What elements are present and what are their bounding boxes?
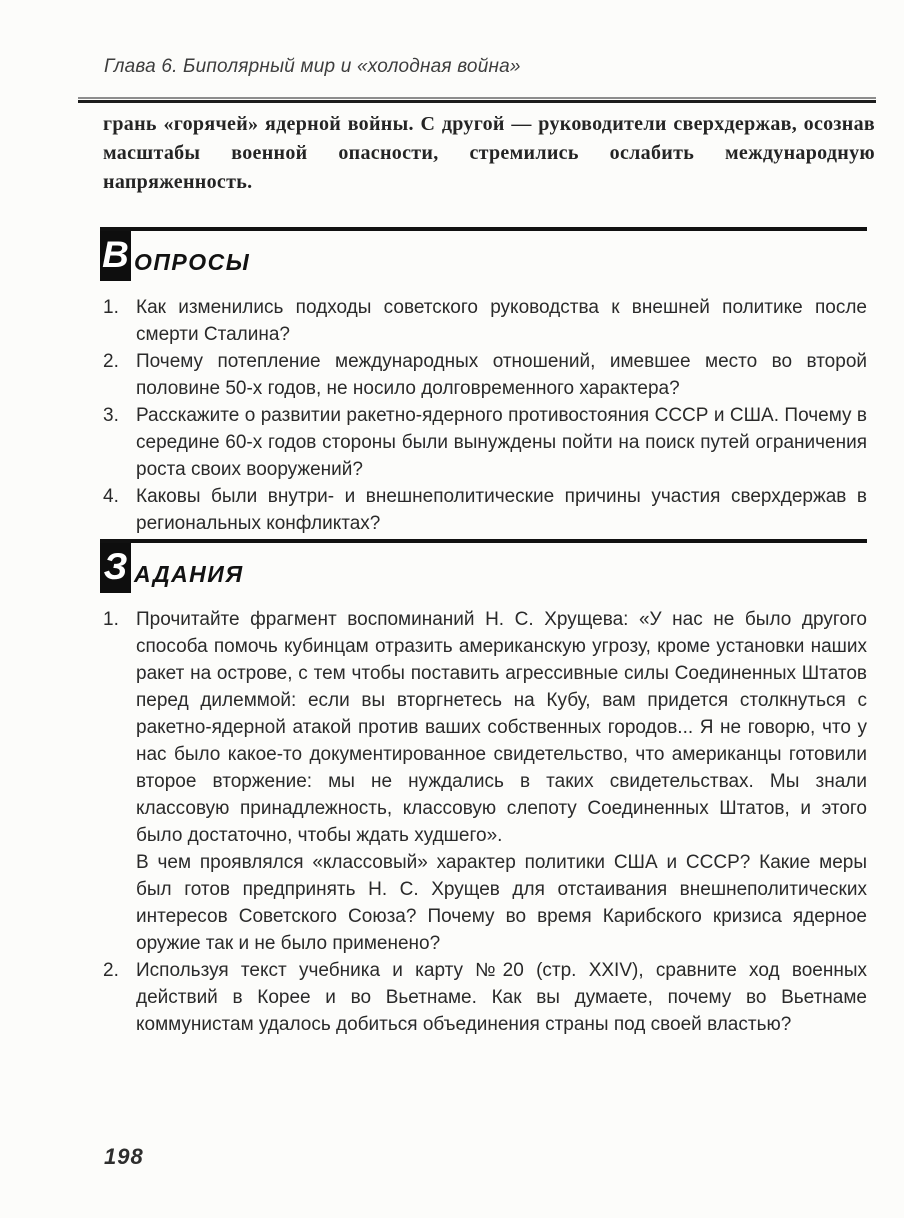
page-number: 198: [104, 1144, 144, 1169]
task-item: [103, 957, 867, 1038]
item-text: Как изменились подходы советского руководства к внешней политике после смерти Сталина?: [136, 297, 867, 345]
question-item: [103, 483, 867, 537]
heading-text: ОПРОСЫ: [134, 249, 251, 275]
item-text: Каковы были внутри- и внешнеполитические причины участия сверхдержав в региональных конфликтах?: [136, 486, 867, 534]
item-number: 1.: [103, 609, 119, 630]
questions-list: [103, 294, 867, 537]
task-item: [103, 606, 867, 957]
section-tasks-heading: [100, 539, 867, 593]
item-number: 4.: [103, 486, 119, 507]
question-item: [103, 402, 867, 483]
section-questions-heading: [100, 227, 867, 281]
heading-initial-box: [100, 543, 131, 593]
question-item: [103, 348, 867, 402]
running-head: Глава 6. Биполярный мир и «холодная война»: [104, 56, 521, 77]
heading-initial-box: [100, 231, 131, 281]
heading-initial-letter: В: [102, 234, 129, 275]
heading-initial-letter: З: [103, 546, 128, 587]
heading-text: АДАНИЯ: [134, 561, 244, 587]
intro-paragraph: грань «горячей» ядерной войны. С другой — руководители сверхдержав, осознав масштабы военной опасности, стремились ослабить международную напряженность.: [103, 113, 875, 193]
item-number: 1.: [103, 297, 119, 318]
item-text: Используя текст учебника и карту №20 (стр. XXIV), сравните ход военных действий в Корее и во Вьетнаме. Как вы думаете, почему во Вьетнаме коммунистам удалось добиться объединения страны под своей властью?: [136, 960, 867, 1035]
item-number: 2.: [103, 351, 119, 372]
section-questions: [100, 227, 867, 537]
question-item: [103, 294, 867, 348]
item-number: 2.: [103, 960, 119, 981]
item-followup-text: В чем проявлялся «классовый» характер политики США и СССР? Какие меры был готов предпринять Н. С. Хрущев для отстаивания внешнеполитических интересов Советского Союза? Почему во время Карибского кризиса ядерное оружие так и не было применено?: [136, 852, 867, 954]
item-number: 3.: [103, 405, 119, 426]
item-text: Почему потепление международных отношений, имевшее место во второй половине 50-х годов, не носило долговременного характера?: [136, 351, 867, 399]
tasks-list: [103, 606, 867, 1038]
section-tasks: [100, 539, 867, 1038]
item-text: Расскажите о развитии ракетно-ядерного противостояния СССР и США. Почему в середине 60-х годов стороны были вынуждены пойти на поиск путей ограничения роста своих вооружений?: [136, 405, 867, 480]
item-text: Прочитайте фрагмент воспоминаний Н. С. Хрущева: «У нас не было другого способа помочь кубинцам отразить американскую угрозу, кроме установки наших ракет на острове, с тем чтобы поставить агрессивные силы Соединенных Штатов перед дилеммой: если вы вторгнетесь на Кубу, вам придется столкнуться с ракетно-ядерной атакой против ваших собственных городов... Я не говорю, что у нас было какое-то документированное свидетельство, что американцы готовили второе вторжение: мы не нуждались в таких свидетельствах. Мы знали классовую принадлежность, классовую слепоту Соединенных Штатов, и этого было достаточно, чтобы ждать худшего».: [136, 609, 867, 846]
running-head-rule: [78, 97, 876, 103]
